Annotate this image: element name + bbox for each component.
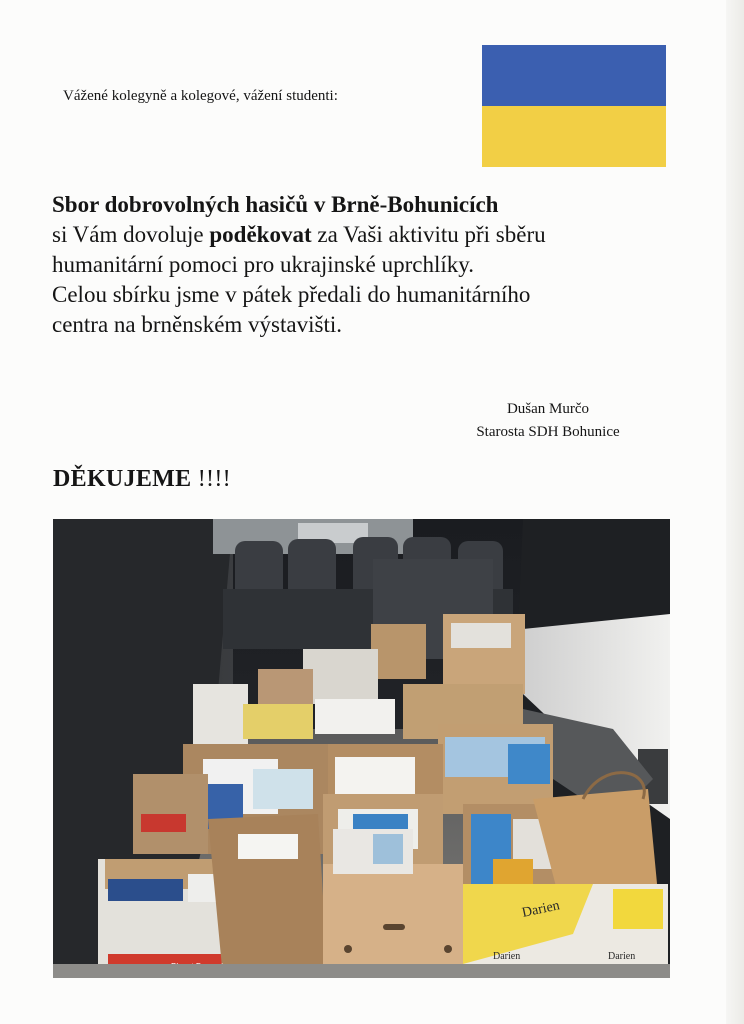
box-print-darien-2: Darien (493, 951, 521, 962)
letter-line-1 (52, 220, 712, 250)
box-print-darien-3: Darien (608, 951, 636, 962)
ukraine-flag (482, 45, 666, 167)
letter-line-2: humanitární pomoci pro ukrajinské uprchlíky. (52, 252, 474, 277)
flag-yellow-stripe (482, 106, 666, 167)
paper-edge-shadow (726, 0, 744, 1024)
box-print-darien-1: Darien (520, 898, 562, 921)
letter-body (52, 190, 712, 340)
letter-line-1-end: za Vaši aktivitu při sběru (311, 222, 546, 247)
flag-blue-stripe (482, 45, 666, 106)
letter-line-1-start: si Vám dovoluje (52, 222, 210, 247)
letter-line-3: Celou sbírku jsme v pátek předali do humanitárního (52, 282, 531, 307)
photo-van-with-donations (53, 519, 670, 978)
signature-block (430, 398, 666, 444)
thanks-word: DĚKUJEME (53, 466, 192, 492)
letter-line-1-bold: poděkovat (209, 222, 312, 247)
greeting: Vážené kolegyně a kolegové, vážení studenti: (63, 88, 338, 104)
thanks-heading (53, 466, 231, 493)
thanks-marks: !!!! (197, 466, 231, 492)
letter-line-4: centra na brněnském výstavišti. (52, 312, 342, 337)
letter-heading: Sbor dobrovolných hasičů v Brně-Bohunicích (52, 192, 499, 217)
signature-name: Dušan Murčo (506, 401, 590, 417)
signature-title: Starosta SDH Bohunice (476, 424, 620, 440)
